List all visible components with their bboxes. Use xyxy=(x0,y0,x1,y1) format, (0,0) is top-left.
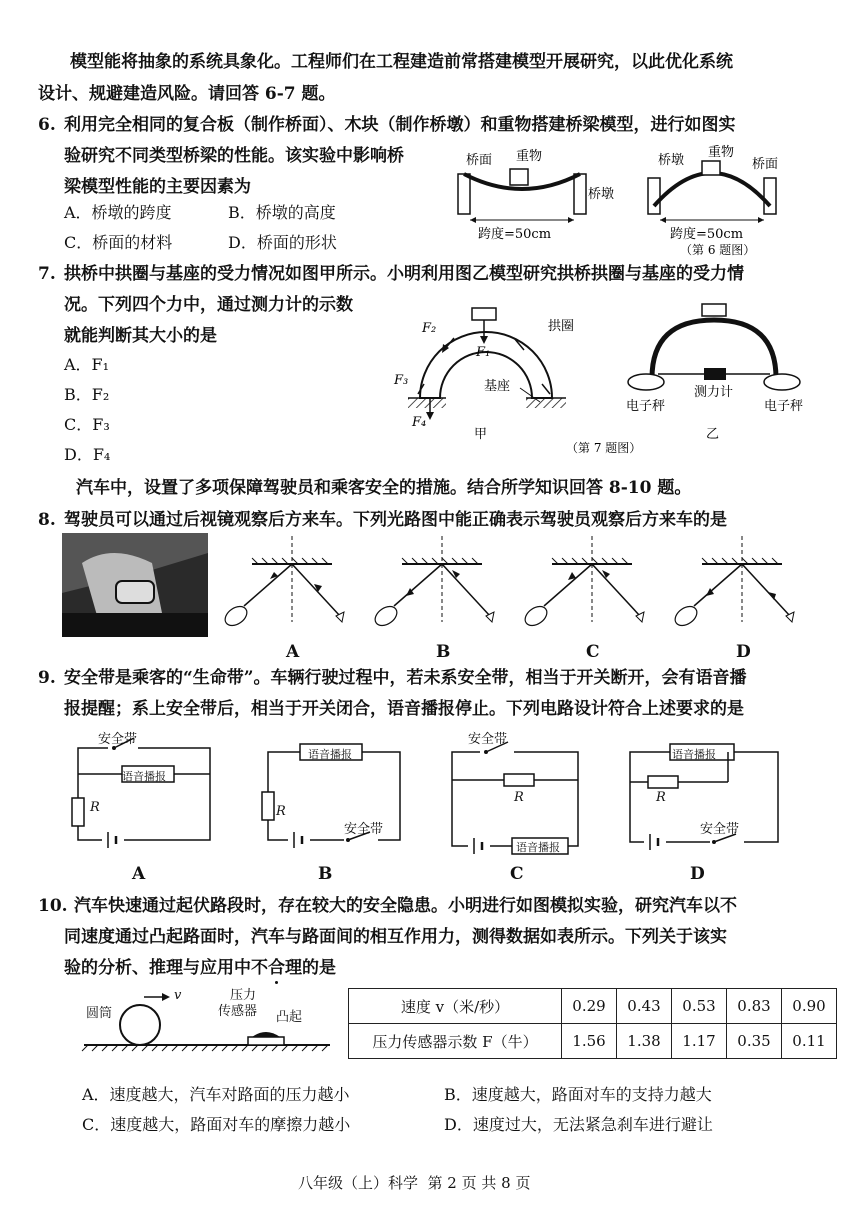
q8-choice-b[interactable]: B xyxy=(436,642,451,662)
q7-option-d[interactable]: D．F₄ xyxy=(64,445,111,464)
q9-a-voice-label: 语音播报 xyxy=(122,770,166,783)
table-row xyxy=(349,989,837,1024)
q8-diagram-c xyxy=(522,536,644,629)
q10-label-velocity: v xyxy=(174,988,182,1003)
q10-line-3: 验的分析、推理与应用中不合理的是 xyxy=(64,958,336,978)
q9-c-resistor-label: R xyxy=(514,790,524,805)
q7-label-f4: F₄ xyxy=(412,415,427,430)
q10-option-c[interactable]: C．速度越大，路面对车的摩擦力越小 xyxy=(82,1115,351,1134)
q6-line-2: 验研究不同类型桥梁的性能。该实验中影响桥 xyxy=(64,146,404,166)
q7-line-1: 拱桥中拱圈与基座的受力情况如图甲所示。小明利用图乙模型研究拱桥拱圈与基座的受力情 xyxy=(64,264,744,284)
intro-2: 汽车中，设置了多项保障驾驶员和乘客安全的措施。结合所学知识回答 8-10 题。 xyxy=(76,478,692,498)
q6-label-pier-right: 桥墩 xyxy=(658,153,685,168)
q8-diagram-a xyxy=(222,536,344,629)
q7-label-base: 基座 xyxy=(484,379,511,394)
q6-label-weight-right: 重物 xyxy=(708,145,735,160)
q6-label-span-left: 跨度=50cm xyxy=(478,227,552,242)
q7-figure-caption: （第 7 题图） xyxy=(566,441,642,455)
q10-speed-3: 0.53 xyxy=(672,989,727,1024)
q8-ray-diagrams xyxy=(222,532,812,652)
q10-option-a[interactable]: A．速度越大，汽车对路面的压力越小 xyxy=(82,1085,350,1104)
q7-label-scale-right: 电子秤 xyxy=(764,399,804,414)
q10-row2-header: 压力传感器示数 F（牛） xyxy=(349,1024,562,1059)
q10-speed-1: 0.29 xyxy=(562,989,617,1024)
q6-option-a[interactable]: A．桥墩的跨度 xyxy=(64,203,172,222)
q8-line-1: 驾驶员可以通过后视镜观察后方来车。下列光路图中能正确表示驾驶员观察后方来车的是 xyxy=(64,510,727,530)
q6-option-b[interactable]: B．桥墩的高度 xyxy=(228,203,336,222)
q10-label-sensor-1: 压力 xyxy=(230,988,257,1003)
q10-force-2: 1.38 xyxy=(617,1024,672,1059)
q9-b-voice-label: 语音播报 xyxy=(308,748,352,761)
q9-d-belt-label: 安全带 xyxy=(700,822,740,837)
q10-force-3: 1.17 xyxy=(672,1024,727,1059)
page-footer: 八年级（上）科学 第 2 页 共 8 页 xyxy=(298,1174,531,1192)
q6-figure-flat-bridge xyxy=(458,169,586,223)
q6-line-3: 梁模型性能的主要因素为 xyxy=(64,177,251,197)
q6-label-weight-left: 重物 xyxy=(516,149,543,164)
q6-option-d[interactable]: D．桥面的形状 xyxy=(228,233,337,252)
q10-label-cylinder: 圆筒 xyxy=(86,1006,113,1021)
q6-label-pier-left: 桥墩 xyxy=(588,187,615,202)
q7-number: 7. xyxy=(38,264,56,284)
q10-option-b[interactable]: B．速度越大，路面对车的支持力越大 xyxy=(444,1085,712,1104)
q9-choice-a[interactable]: A xyxy=(132,864,146,884)
q9-choice-c[interactable]: C xyxy=(510,864,524,884)
q9-d-resistor-label: R xyxy=(656,790,666,805)
q7-line-2: 况。下列四个力中，通过测力计的示数 xyxy=(64,295,353,315)
q8-diagram-b xyxy=(372,536,494,629)
q7-label-f2: F₂ xyxy=(422,321,437,336)
q10-data-table xyxy=(348,988,837,1059)
q10-line-2: 同速度通过凸起路面时，汽车与路面间的相互作用力，测得数据如表所示。下列关于该实 xyxy=(64,927,727,947)
q8-photo-driver-mirror xyxy=(62,533,208,637)
q10-emphasis: 不合理 xyxy=(251,958,302,978)
q9-line-1: 安全带是乘客的“生命带”。车辆行驶过程中，若未系安全带，相当于开关断开，会有语音播 xyxy=(64,668,747,688)
q8-diagram-d xyxy=(672,536,794,629)
q9-circuit-a xyxy=(66,728,216,858)
q10-label-sensor-2: 传感器 xyxy=(218,1004,258,1019)
q8-choice-c[interactable]: C xyxy=(586,642,600,662)
q9-line-2: 报提醒；系上安全带后，相当于开关闭合，语音播报停止。下列电路设计符合上述要求的是 xyxy=(64,699,744,719)
q7-label-arch: 拱圈 xyxy=(548,319,575,334)
q9-number: 9. xyxy=(38,668,56,688)
q6-label-deck-right: 桥面 xyxy=(752,157,779,172)
q8-choice-d[interactable]: D xyxy=(736,642,751,662)
q6-label-span-right: 跨度=50cm xyxy=(670,227,744,242)
q9-d-voice-label: 语音播报 xyxy=(672,748,716,761)
q7-option-c[interactable]: C．F₃ xyxy=(64,415,110,434)
q9-c-belt-label: 安全带 xyxy=(468,732,508,747)
q9-choice-d[interactable]: D xyxy=(690,864,705,884)
q7-figure-yi xyxy=(628,304,800,390)
q10-speed-2: 0.43 xyxy=(617,989,672,1024)
q7-label-f3: F₃ xyxy=(394,373,409,388)
q10-force-5: 0.11 xyxy=(782,1024,837,1059)
q10-speed-4: 0.83 xyxy=(727,989,782,1024)
q7-label-f1: F₁ xyxy=(476,345,491,360)
q10-force-1: 1.56 xyxy=(562,1024,617,1059)
q7-option-a[interactable]: A．F₁ xyxy=(64,355,110,374)
q10-option-d[interactable]: D．速度过大，无法紧急刹车进行避让 xyxy=(444,1115,713,1134)
q7-figure xyxy=(390,298,810,458)
q8-choice-a[interactable]: A xyxy=(286,642,300,662)
intro-line-2: 设计、规避建造风险。请回答 6-7 题。 xyxy=(38,84,336,104)
q10-line-1: 汽车快速通过起伏路段时，存在较大的安全隐患。小明进行如图模拟实验，研究汽车以不 xyxy=(74,896,737,916)
q7-figure-jia-name: 甲 xyxy=(474,427,488,442)
intro-line-1: 模型能将抽象的系统具象化。工程师们在工程建造前常搭建模型开展研究，以此优化系统 xyxy=(70,52,733,72)
q6-figure xyxy=(448,142,788,257)
q7-label-scale-left: 电子秤 xyxy=(626,399,666,414)
q9-a-belt-label: 安全带 xyxy=(98,732,138,747)
q6-label-deck-left: 桥面 xyxy=(466,153,493,168)
q9-b-belt-label: 安全带 xyxy=(344,822,384,837)
table-row xyxy=(349,1024,837,1059)
q6-line-1: 利用完全相同的复合板（制作桥面）、木块（制作桥墩）和重物搭建桥梁模型，进行如图实 xyxy=(64,115,736,135)
q10-force-4: 0.35 xyxy=(727,1024,782,1059)
q7-figure-yi-name: 乙 xyxy=(706,427,720,442)
q8-number: 8. xyxy=(38,510,56,530)
q10-label-bump: 凸起 xyxy=(276,1010,303,1025)
q9-a-resistor-label: R xyxy=(90,800,100,815)
q9-choice-b[interactable]: B xyxy=(318,864,333,884)
q10-number: 10. xyxy=(38,896,68,916)
q7-option-b[interactable]: B．F₂ xyxy=(64,385,110,404)
q6-number: 6. xyxy=(38,115,56,135)
q7-line-3: 就能判断其大小的是 xyxy=(64,326,217,346)
q6-figure-caption: （第 6 题图） xyxy=(680,243,756,257)
q6-option-c[interactable]: C．桥面的材料 xyxy=(64,233,173,252)
q9-b-resistor-label: R xyxy=(276,804,286,819)
q10-speed-5: 0.90 xyxy=(782,989,837,1024)
q7-label-force-meter: 测力计 xyxy=(694,385,734,400)
q9-c-voice-label: 语音播报 xyxy=(516,841,560,854)
q10-row1-header: 速度 v（米/秒） xyxy=(349,989,562,1024)
